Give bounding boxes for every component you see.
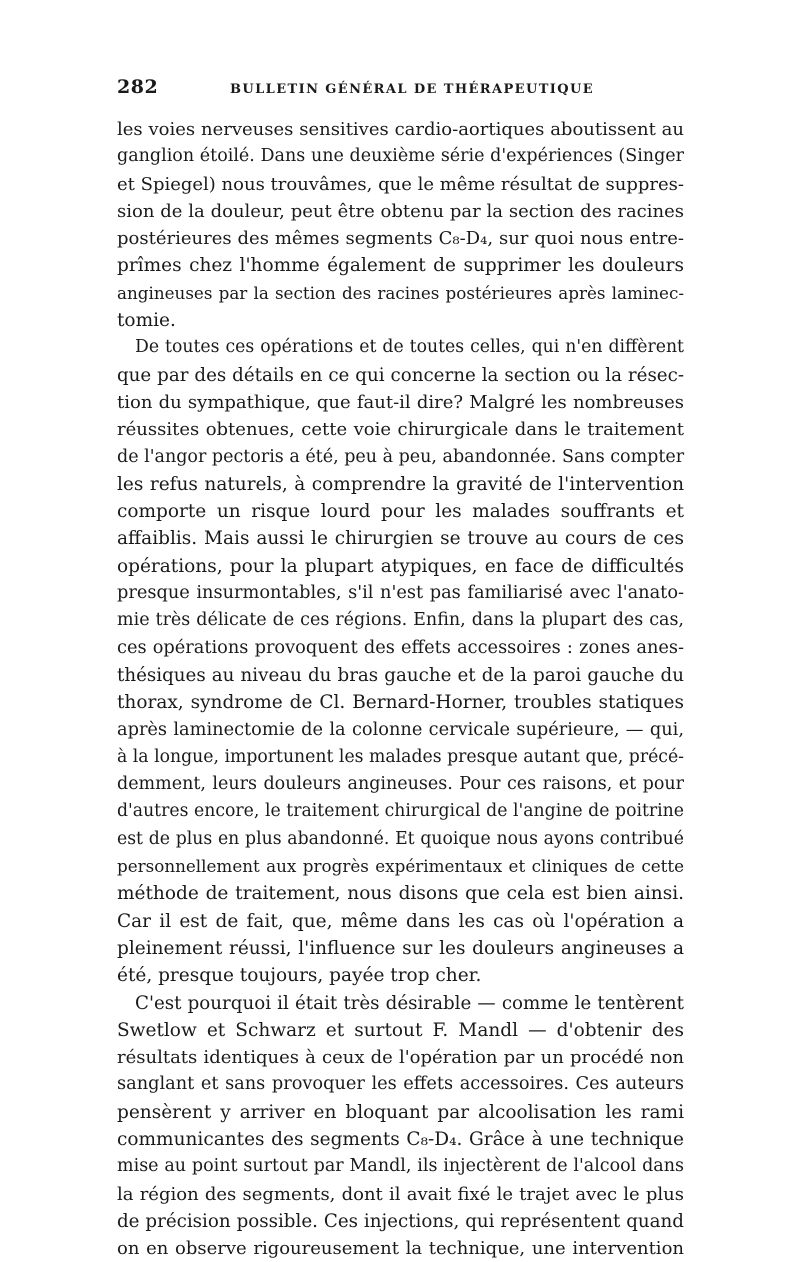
text-line: affaiblis. Mais aussi le chirurgien se trouve au cours de ces: [117, 525, 684, 552]
running-header: [117, 76, 684, 104]
text-line: C'est pourquoi il était très désirable — comme le tentèrent: [117, 990, 684, 1017]
text-line: ces opérations provoquent des effets accessoires : zones anes-: [117, 635, 684, 662]
body-text: [117, 116, 684, 1262]
text-line: résultats identiques à ceux de l'opération par un procédé non: [117, 1044, 684, 1071]
text-line: Swetlow et Schwarz et surtout F. Mandl — d'obtenir des: [117, 1017, 684, 1044]
text-line: pensèrent y arriver en bloquant par alcoolisation les rami: [117, 1099, 684, 1126]
text-line: sion de la douleur, peut être obtenu par la section des racines: [117, 198, 684, 225]
text-line: thorax, syndrome de Cl. Bernard-Horner, troubles statiques: [117, 689, 684, 716]
text-line: les refus naturels, à comprendre la gravité de l'intervention: [117, 471, 684, 498]
text-line: tion du sympathique, que faut-il dire? Malgré les nombreuses: [117, 389, 684, 416]
text-line: et Spiegel) nous trouvâmes, que le même résultat de suppres-: [117, 171, 684, 198]
paragraph-1: [117, 116, 684, 334]
text-line: Car il est de fait, que, même dans les cas où l'opération a: [117, 908, 684, 935]
text-line: on en observe rigoureusement la technique, une intervention: [117, 1235, 684, 1262]
text-line: est de plus en plus abandonné. Et quoique nous ayons contribué: [117, 826, 684, 853]
text-line: comporte un risque lourd pour les malades souffrants et: [117, 498, 684, 525]
text-line: ganglion étoilé. Dans une deuxième série d'expériences (Singer: [117, 143, 684, 170]
text-line: de l'angor pectoris a été, peu à peu, abandonnée. Sans compter: [117, 444, 684, 471]
text-line: personnellement aux progrès expérimentaux et cliniques de cette: [117, 853, 684, 880]
paragraph-3: [117, 990, 684, 1262]
text-line: été, presque toujours, payée trop cher.: [117, 962, 684, 989]
text-line: de précision possible. Ces injections, qui représentent quand: [117, 1208, 684, 1235]
text-line: la région des segments, dont il avait fixé le trajet avec le plus: [117, 1181, 684, 1208]
text-line: presque insurmontables, s'il n'est pas familiarisé avec l'anato-: [117, 580, 684, 607]
text-line: thésiques au niveau du bras gauche et de la paroi gauche du: [117, 662, 684, 689]
text-line: mise au point surtout par Mandl, ils injectèrent de l'alcool dans: [117, 1153, 684, 1180]
text-line: que par des détails en ce qui concerne la section ou la résec-: [117, 362, 684, 389]
text-line: De toutes ces opérations et de toutes celles, qui n'en diffèrent: [117, 334, 684, 361]
text-line: à la longue, importunent les malades presque autant que, précé-: [117, 744, 684, 771]
text-line: opérations, pour la plupart atypiques, en face de difficultés: [117, 553, 684, 580]
page-number: 282: [117, 76, 158, 98]
text-line: sanglant et sans provoquer les effets accessoires. Ces auteurs: [117, 1071, 684, 1098]
text-line: les voies nerveuses sensitives cardio-aortiques aboutissent au: [117, 116, 684, 143]
running-title: BULLETIN GÉNÉRAL DE THÉRAPEUTIQUE: [230, 82, 594, 97]
text-line: après laminectomie de la colonne cervicale supérieure, — qui,: [117, 717, 684, 744]
text-line: méthode de traitement, nous disons que cela est bien ainsi.: [117, 880, 684, 907]
text-line: d'autres encore, le traitement chirurgical de l'angine de poitrine: [117, 798, 684, 825]
paragraph-2: [117, 334, 684, 989]
text-line: mie très délicate de ces régions. Enfin, dans la plupart des cas,: [117, 607, 684, 634]
text-line: communicantes des segments C₈-D₄. Grâce à une technique: [117, 1126, 684, 1153]
text-line: pleinement réussi, l'influence sur les douleurs angineuses a: [117, 935, 684, 962]
text-line: réussites obtenues, cette voie chirurgicale dans le traitement: [117, 416, 684, 443]
text-line: postérieures des mêmes segments C₈-D₄, sur quoi nous entre-: [117, 225, 684, 252]
text-line: tomie.: [117, 307, 684, 334]
text-line: angineuses par la section des racines postérieures après laminec-: [117, 280, 684, 307]
text-line: demment, leurs douleurs angineuses. Pour ces raisons, et pour: [117, 771, 684, 798]
text-line: prîmes chez l'homme également de supprimer les douleurs: [117, 252, 684, 279]
